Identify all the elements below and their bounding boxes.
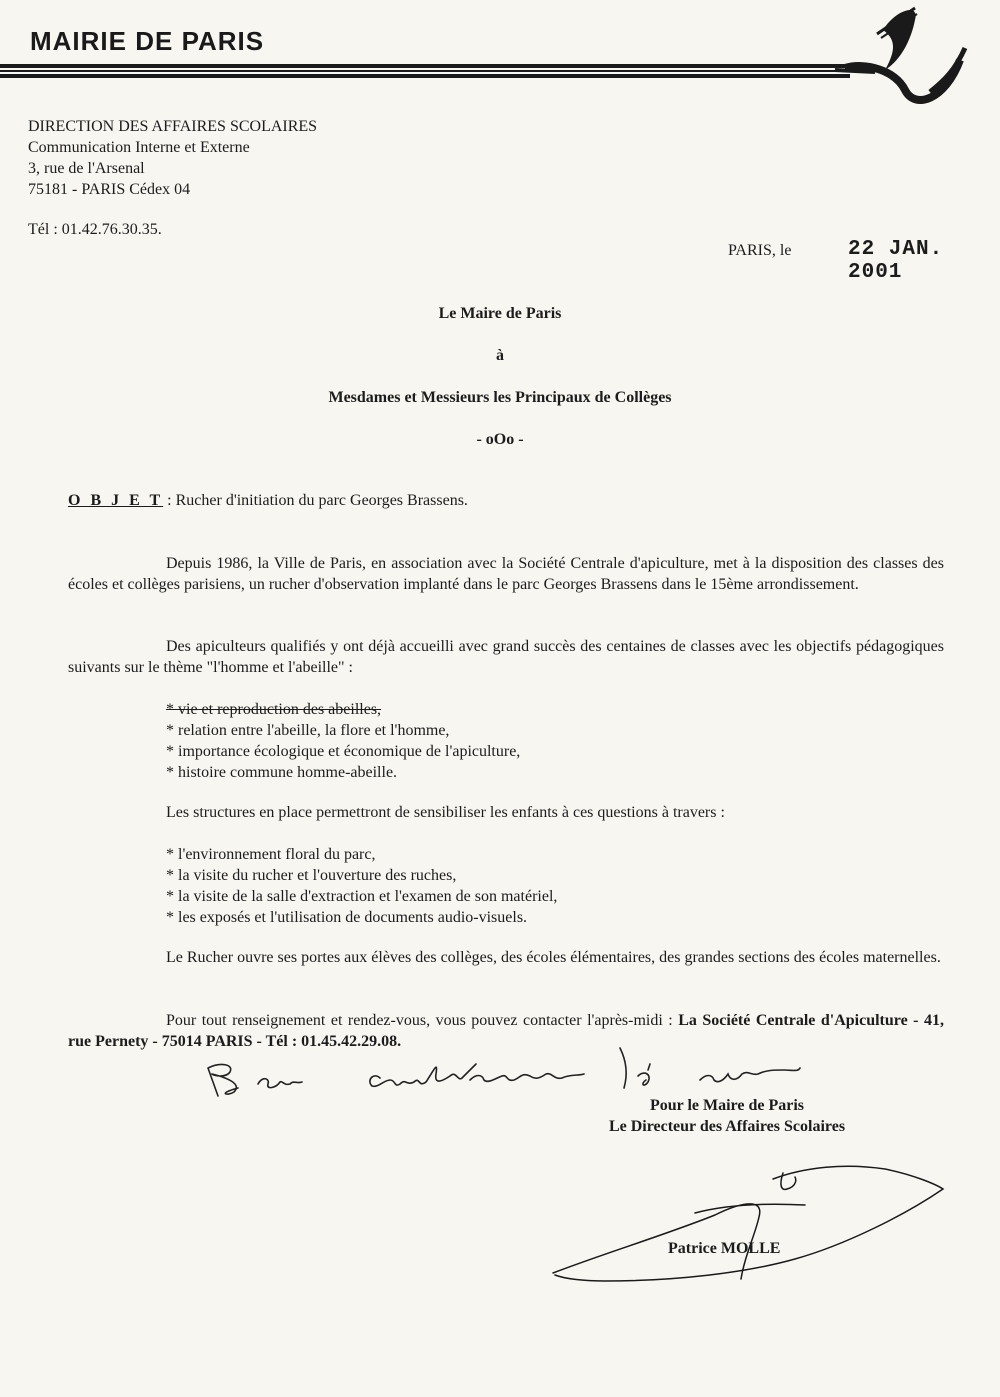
letter-recipients: Mesdames et Messieurs les Principaux de Collèges	[328, 389, 672, 406]
body-paragraph: Les structures en place permettront de sensibiliser les enfants à ces questions à travers :	[166, 804, 725, 821]
sender-line: 75181 - PARIS Cédex 04	[28, 181, 191, 198]
date-stamp: 22 JAN. 2001	[848, 238, 944, 284]
sender-line: DIRECTION DES AFFAIRES SCOLAIRES	[28, 118, 318, 135]
list-item: * les exposés et l'utilisation de documents audio-visuels.	[166, 909, 528, 926]
signature-block	[598, 1095, 856, 1137]
letterhead-rule	[0, 64, 850, 68]
subject-text: : Rucher d'initiation du parc Georges Brassens.	[163, 492, 468, 509]
list-item: * histoire commune homme-abeille.	[166, 764, 398, 781]
dateline-place: PARIS, le	[728, 242, 792, 259]
letterhead-title: MAIRIE DE PARIS	[30, 26, 265, 56]
sender-phone: Tél : 01.42.76.30.35.	[28, 221, 162, 238]
signature-line: Le Directeur des Affaires Scolaires	[608, 1118, 846, 1135]
list-item: * importance écologique et économique de l'apiculture,	[166, 743, 521, 760]
body-paragraph: Depuis 1986, la Ville de Paris, en association avec la Société Centrale d'apiculture, met à la disposition des classes des écoles et collèges parisiens, un rucher d'observation implanté dans le parc Georges Brassens dans le 15ème arrondissement.	[68, 555, 944, 593]
handwritten-signature-icon	[545, 1155, 955, 1290]
letterhead-rule	[0, 74, 850, 78]
objectives-list	[166, 699, 520, 783]
list-item: * vie et reproduction des abeilles,	[166, 701, 382, 718]
signature-line: Pour le Maire de Paris	[649, 1097, 805, 1114]
activities-list	[166, 844, 557, 928]
subject-line	[68, 492, 468, 510]
city-logo-icon	[835, 0, 995, 120]
contact-details: La Société Centrale d'Apiculture - 41, rue Pernety - 75014 PARIS - Tél : 01.45.42.29.08.	[68, 1012, 944, 1050]
body-paragraph: Des apiculteurs qualifiés y ont déjà accueilli avec grand succès des centaines de classes avec les objectifs pédagogiques suivants sur le thème "l'homme et l'abeille" :	[68, 638, 944, 676]
subject-label: O B J E T	[68, 492, 164, 509]
signatory-name: Patrice MOLLE	[668, 1240, 781, 1257]
body-paragraph: Le Rucher ouvre ses portes aux élèves des collèges, des écoles élémentaires, des grandes sections des écoles maternelles.	[166, 949, 941, 966]
list-item: * l'environnement floral du parc,	[166, 846, 376, 863]
list-item: * relation entre l'abeille, la flore et l'homme,	[166, 722, 450, 739]
letter-to-word: à	[496, 347, 504, 364]
list-item: * la visite du rucher et l'ouverture des ruches,	[166, 867, 457, 884]
sender-line: Communication Interne et Externe	[28, 139, 250, 156]
letter-from: Le Maire de Paris	[438, 305, 562, 322]
letterhead-rule	[0, 70, 850, 72]
contact-intro: Pour tout renseignement et rendez-vous, vous pouvez contacter l'après-midi :	[166, 1012, 679, 1029]
list-item: * la visite de la salle d'extraction et l'examen de son matériel,	[166, 888, 558, 905]
sender-address	[28, 116, 317, 200]
separator: - oOo -	[476, 431, 524, 448]
sender-line: 3, rue de l'Arsenal	[28, 160, 145, 177]
